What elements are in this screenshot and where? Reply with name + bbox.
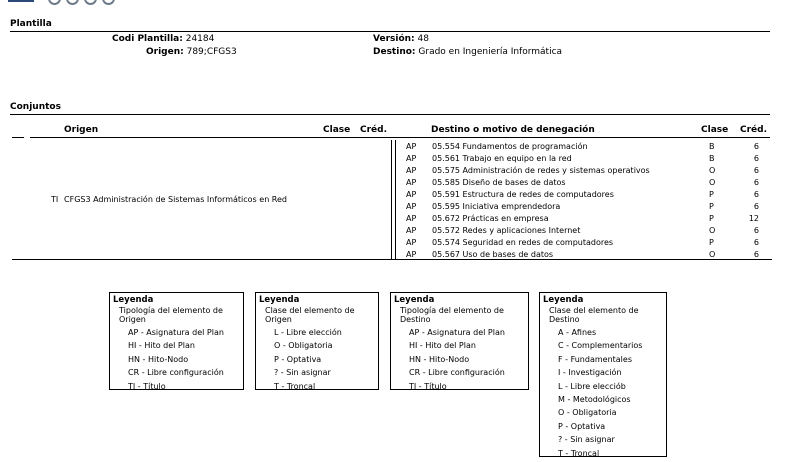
dest-row-name: 05.595 Iniciativa emprendedora	[432, 202, 561, 211]
legend-item: P - Optativa	[558, 421, 606, 431]
legend-destino-clase	[539, 292, 667, 457]
dest-row-type: AP	[406, 178, 417, 187]
codi-plantilla-field	[112, 34, 214, 44]
legend-title: Leyenda	[259, 295, 300, 305]
header-origen: Origen	[64, 125, 99, 135]
dest-row-type: AP	[406, 238, 417, 247]
dest-row-cred: 6	[753, 190, 759, 199]
header-destino: Destino o motivo de denegación	[431, 125, 595, 135]
dest-row-name: 05.585 Diseño de bases de datos	[432, 178, 566, 187]
dest-row-cred: 6	[753, 154, 759, 163]
dest-row-type: AP	[406, 250, 417, 259]
version-field	[373, 34, 429, 44]
legend-item: CR - Libre configuración	[128, 368, 224, 378]
dest-row-type: AP	[406, 190, 417, 199]
dest-row-clase: O	[709, 166, 716, 175]
legend-item: ? - Sin asignar	[274, 368, 331, 378]
dest-row-cred: 6	[753, 142, 759, 151]
legend-item: AP - Asignatura del Plan	[128, 328, 224, 337]
legend-item: HI - Hito del Plan	[128, 341, 195, 351]
dest-row-type: AP	[406, 166, 417, 175]
origin-type: TI	[51, 195, 59, 204]
dest-row-name: 05.591 Estructura de redes de computadores	[432, 190, 614, 199]
legend-item: HN - Hito-Nodo	[409, 354, 470, 364]
legend-item: C - Complementarios	[558, 341, 643, 351]
version-label: Versión:	[373, 34, 415, 44]
dest-row-name: 05.554 Fundamentos de programación	[432, 142, 588, 151]
header-underline	[30, 137, 770, 138]
codi-plantilla-value: 24184	[185, 34, 215, 44]
legend-item: A - Afines	[558, 328, 597, 337]
legend-subtitle: Clase del elemento de Destino	[549, 306, 639, 324]
dest-row-name: 05.575 Administración de redes y sistemas operativos	[432, 166, 650, 175]
codi-plantilla-label: Codi Plantilla:	[112, 34, 183, 44]
destino-field	[373, 47, 562, 57]
destino-label: Destino:	[373, 47, 416, 57]
legend-item: L - Libre elecciób	[558, 381, 626, 391]
legend-item: TI - Título	[128, 381, 166, 391]
conjuntos-title: Conjuntos	[10, 102, 61, 112]
origen-field	[146, 47, 237, 57]
legend-item: O - Obligatoria	[558, 408, 617, 418]
dest-row-type: AP	[406, 214, 417, 223]
legend-title: Leyenda	[113, 295, 154, 305]
dest-row-cred: 12	[748, 214, 759, 223]
plantilla-divider	[10, 31, 770, 32]
legend-item: ? - Sin asignar	[558, 435, 615, 445]
dest-row-type: AP	[406, 142, 417, 151]
dest-row-clase: P	[709, 214, 714, 223]
legend-item: CR - Libre configuración	[409, 368, 505, 378]
column-separator	[391, 140, 392, 259]
dest-row-type: AP	[406, 154, 417, 163]
legend-origen-clase	[255, 292, 379, 390]
dest-row-type: AP	[406, 202, 417, 211]
header-underline-left	[12, 137, 24, 138]
header-logo	[8, 0, 128, 4]
legend-subtitle: Tipología del elemento de Destino	[400, 306, 504, 324]
dest-row-clase: O	[709, 250, 716, 259]
column-separator-inner	[395, 140, 396, 259]
table-bottom-border	[12, 259, 772, 260]
dest-row-clase: B	[709, 142, 715, 151]
dest-row-cred: 6	[753, 226, 759, 235]
header-clase: Clase	[323, 125, 351, 135]
legend-item: O - Obligatoria	[274, 341, 333, 351]
legend-item: F - Fundamentales	[558, 354, 632, 364]
legend-item: HI - Hito del Plan	[409, 341, 476, 351]
dest-row-cred: 6	[753, 250, 759, 259]
dest-row-cred: 6	[753, 202, 759, 211]
dest-row-name: 05.567 Uso de bases de datos	[432, 250, 554, 259]
header-cred-destino: Créd.	[740, 125, 768, 135]
dest-row-name: 05.561 Trabajo en equipo en la red	[432, 154, 572, 163]
dest-row-cred: 6	[753, 178, 759, 187]
origin-name: CFGS3 Administración de Sistemas Informáticos en Red	[64, 195, 287, 204]
legend-item: T - Troncal	[558, 448, 600, 458]
plantilla-title: Plantilla	[10, 19, 52, 29]
dest-row-clase: P	[709, 190, 714, 199]
legend-subtitle: Tipología del elemento de Origen	[119, 306, 223, 324]
dest-row-clase: P	[709, 202, 714, 211]
legend-item: P - Optativa	[274, 354, 322, 364]
dest-row-clase: O	[709, 226, 716, 235]
header-clase-destino: Clase	[701, 125, 729, 135]
legend-item: AP - Asignatura del Plan	[409, 328, 505, 337]
legend-title: Leyenda	[394, 295, 435, 305]
dest-row-cred: 6	[753, 238, 759, 247]
legend-item: T - Troncal	[274, 381, 316, 391]
legend-destino-tipologia	[390, 292, 529, 390]
dest-row-clase: B	[709, 154, 715, 163]
legend-item: HN - Hito-Nodo	[128, 354, 189, 364]
dest-row-clase: P	[709, 238, 714, 247]
version-value: 48	[417, 34, 429, 44]
legend-item: I - Investigación	[558, 368, 622, 378]
legend-item: TI - Título	[409, 381, 447, 391]
legend-item: L - Libre elección	[274, 328, 342, 337]
destino-value: Grado en Ingeniería Informática	[418, 47, 563, 57]
header-cred: Créd.	[360, 125, 388, 135]
dest-row-name: 05.574 Seguridad en redes de computadores	[432, 238, 614, 247]
dest-row-clase: O	[709, 178, 716, 187]
dest-row-name: 05.672 Prácticas en empresa	[432, 214, 549, 223]
legend-origen-tipologia	[109, 292, 244, 390]
dest-row-cred: 6	[753, 166, 759, 175]
conjuntos-divider	[10, 114, 770, 115]
dest-row-type: AP	[406, 226, 417, 235]
origen-value: 789;CFGS3	[186, 47, 237, 57]
legend-title: Leyenda	[543, 295, 584, 305]
legend-item: M - Metodológicos	[558, 395, 631, 405]
origen-label: Origen:	[146, 47, 184, 57]
dest-row-name: 05.572 Redes y aplicaciones Internet	[432, 226, 581, 235]
legend-subtitle: Clase del elemento de Origen	[265, 306, 355, 324]
